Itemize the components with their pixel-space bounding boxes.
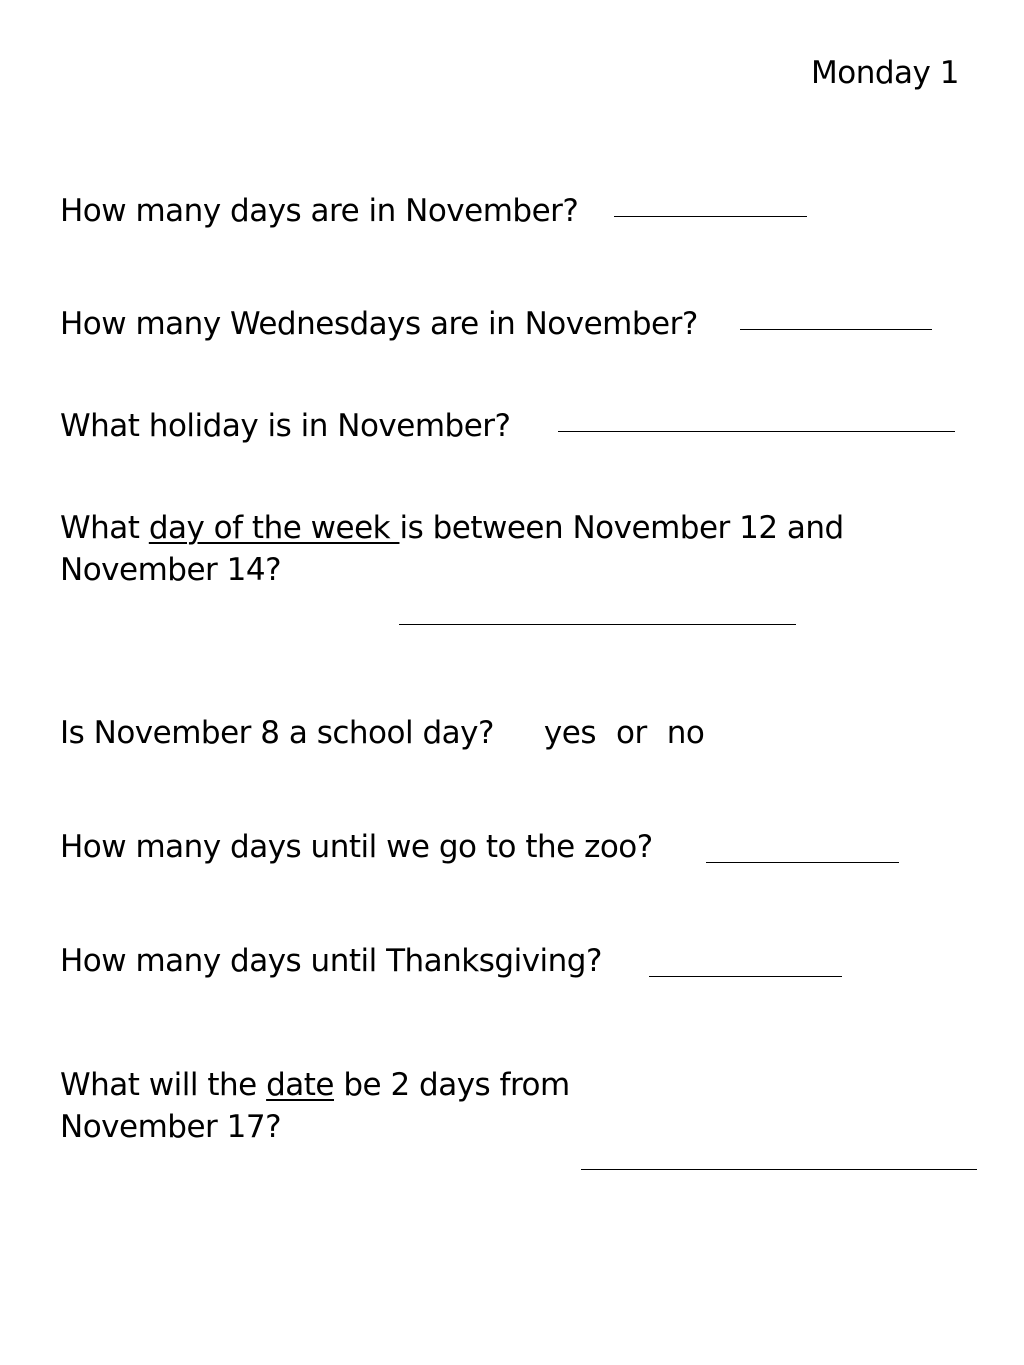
answer-line-date[interactable] [581, 1169, 977, 1170]
question-day-of-week-post: is between November 12 and [399, 510, 844, 546]
question-days-in-november: How many days are in November? [60, 193, 579, 229]
question-wednesdays-in-november: How many Wednesdays are in November? [60, 306, 698, 342]
answer-line-thanksgiving[interactable] [649, 976, 842, 977]
option-no[interactable]: no [666, 715, 705, 751]
question-day-of-week-line2: November 14? [60, 552, 282, 588]
option-yes[interactable]: yes [543, 715, 596, 751]
question-days-until-zoo: How many days until we go to the zoo? [60, 829, 653, 865]
answer-line-wednesdays[interactable] [740, 329, 932, 330]
option-or: or [616, 715, 647, 751]
question-day-of-week [60, 507, 844, 549]
date-emphasis: date [266, 1067, 334, 1103]
question-day-of-week-pre: What [60, 510, 149, 546]
question-school-day-text: Is November 8 a school day? [60, 715, 494, 751]
answer-line-holiday[interactable] [558, 431, 955, 432]
answer-line-days-in-november[interactable] [614, 216, 807, 217]
question-holiday-in-november: What holiday is in November? [60, 408, 511, 444]
question-date-pre: What will the [60, 1067, 267, 1103]
question-days-until-thanksgiving: How many days until Thanksgiving? [60, 943, 602, 979]
day-of-week-emphasis: day of the week [148, 510, 400, 546]
answer-line-day-of-week[interactable] [399, 624, 796, 625]
answer-line-zoo[interactable] [706, 862, 899, 863]
question-school-day [60, 712, 704, 754]
question-date-line2: November 17? [60, 1109, 282, 1145]
question-date-post: be 2 days from [334, 1067, 570, 1103]
day-label: Monday 1 [811, 55, 959, 91]
question-date-two-days [60, 1064, 570, 1106]
